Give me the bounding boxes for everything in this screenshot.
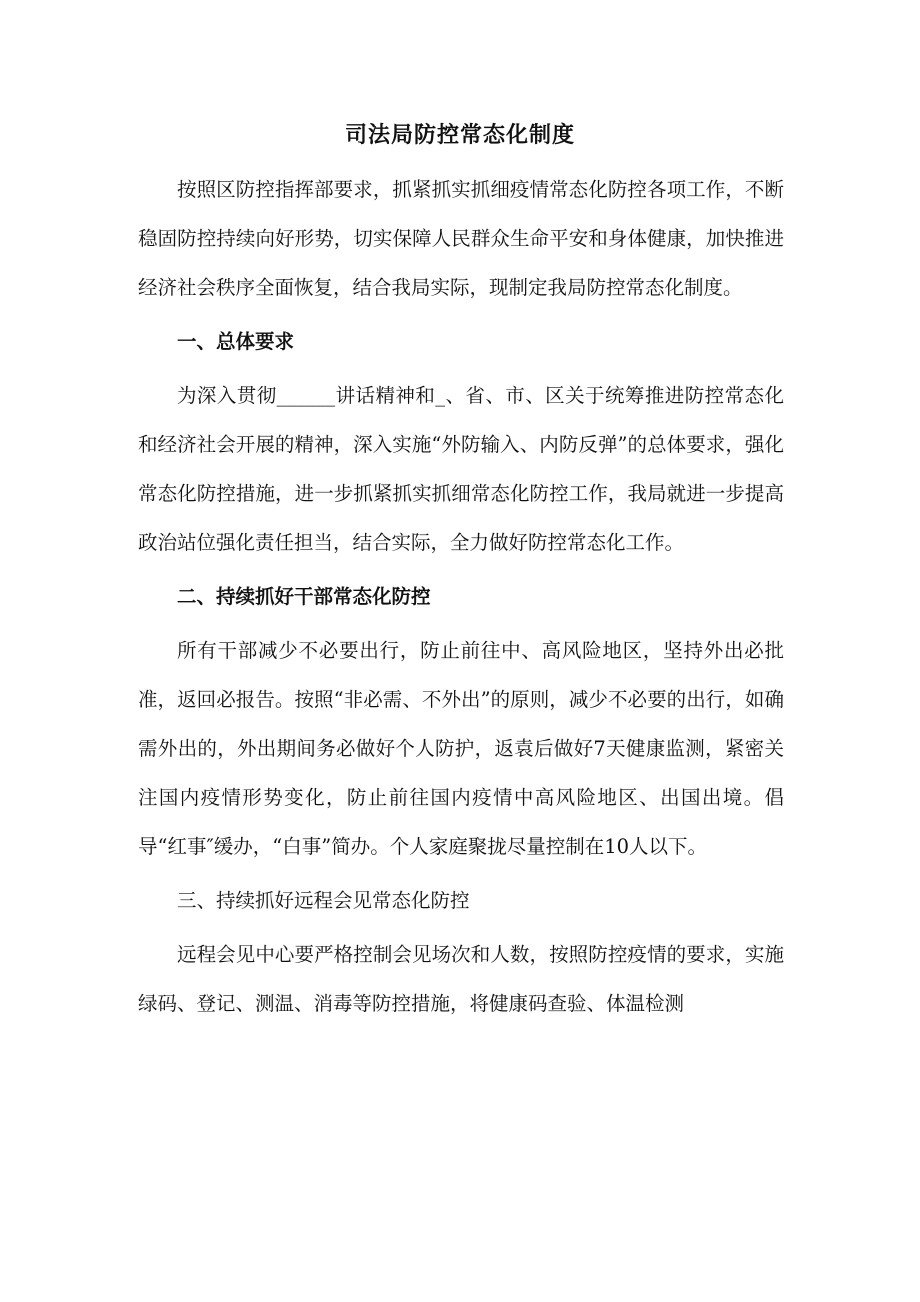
document-title: 司法局防控常态化制度 xyxy=(344,123,575,148)
section-heading-overall: 一、总体要求 xyxy=(177,330,295,353)
section-text-overall: 为深入贯彻______讲话精神和_、省、市、区关于统筹推进防控常态化和经济社会开展的精神，深入实施“外防输入、内防反弹”的总体要求，强化常态化防控措施，进一步抓紧抓实抓细常态化防控工作，我局就进一步提高政治站位强化责任担当，结合实际，全力做好防控常态化工作。 xyxy=(138,384,784,554)
section-heading-remote: 三、持续抓好远程会见常态化防控 xyxy=(177,889,470,912)
section-text-remote: 远程会见中心要严格控制会见场次和人数，按照防控疫情的要求，实施绿码、登记、测温、消毒等防控措施，将健康码查验、体温检测 xyxy=(138,943,784,1015)
intro-paragraph: 按照区防控指挥部要求，抓紧抓实抓细疫情常态化防控各项工作，不断稳固防控持续向好形势，切实保障人民群众生命平安和身体健康，加快推进经济社会秩序全面恢复，结合我局实际，现制定我局防控常态化制度。 xyxy=(138,178,784,299)
section-heading-cadre: 二、持续抓好干部常态化防控 xyxy=(177,585,431,608)
section-text-cadre: 所有干部减少不必要出行，防止前往中、高风险地区，坚持外出必批准，返回必报告。按照“非必需、不外出”的原则，减少不必要的出行，如确需外出的，外出期间务必做好个人防护，返袁后做好7天健康监测，紧密关注国内疫情形势变化，防止前往国内疫情中高风险地区、出国出境。倡导“红事″缓办，“白事”简办。个人家庭聚拢尽量控制在10人以下。 xyxy=(138,639,784,858)
document-body xyxy=(138,165,784,1028)
